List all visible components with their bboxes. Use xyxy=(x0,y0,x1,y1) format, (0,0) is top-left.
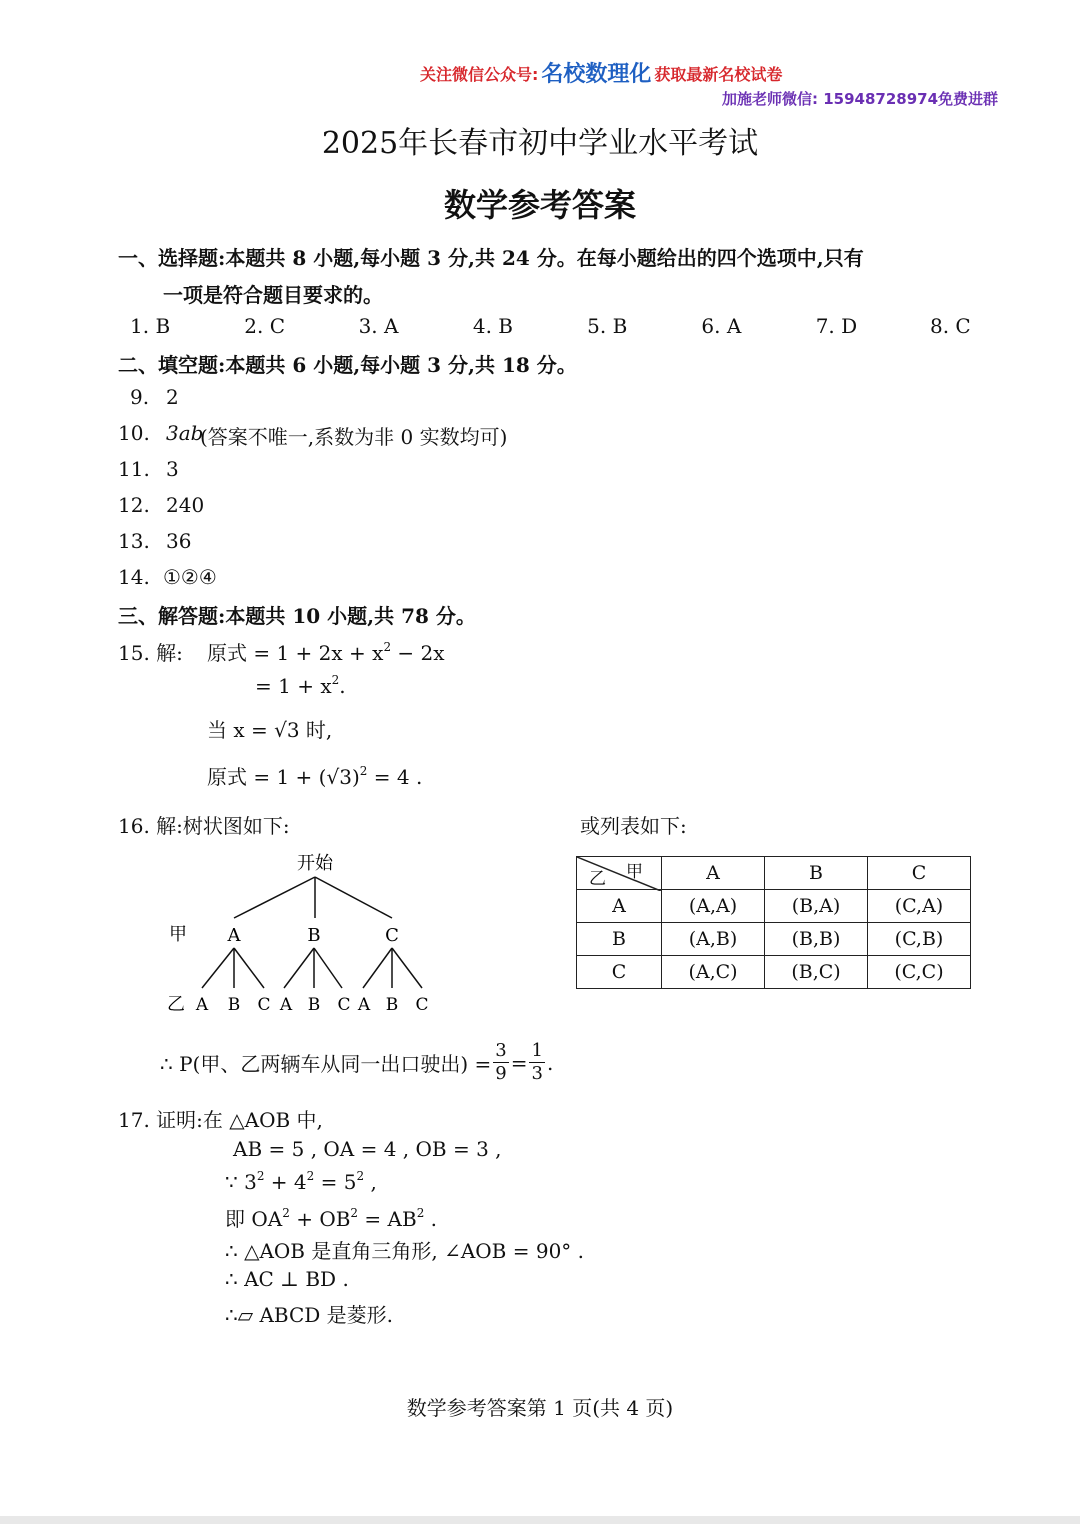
tree-edge xyxy=(315,877,392,918)
choice-answer: 3. A xyxy=(358,314,399,338)
promo-suffix: 获取最新名校试卷 xyxy=(654,65,783,84)
table-row xyxy=(577,923,971,956)
choice-answer: 2. C xyxy=(244,314,286,338)
q10-answer: 3ab xyxy=(166,421,204,445)
q17-line2-part: , xyxy=(364,1170,377,1194)
q11-answer: 3 xyxy=(166,457,179,481)
tree-leaf: C xyxy=(415,995,429,1015)
q17-line3-part: = AB xyxy=(358,1207,417,1231)
table-row xyxy=(577,890,971,923)
tree-leaf: B xyxy=(307,995,321,1015)
tree-edge xyxy=(234,877,315,918)
superscript: 2 xyxy=(356,1169,365,1183)
section1-heading-line1: 一、选择题:本题共 8 小题,每小题 3 分,共 24 分。在每小题给出的四个选项中,只有 xyxy=(118,246,864,270)
fraction-numerator: 3 xyxy=(495,1040,507,1061)
tree-edge xyxy=(284,948,314,988)
section1-heading-line2: 一项是符合题目要求的。 xyxy=(163,283,383,307)
table-cell: (C,B) xyxy=(868,923,971,956)
table-cell: (B,C) xyxy=(765,956,868,989)
q10-number: 10. xyxy=(118,421,150,445)
q17-line3-part: . xyxy=(424,1207,438,1231)
superscript: 2 xyxy=(282,1206,290,1220)
q14-number: 14. xyxy=(118,565,150,589)
tree-leaf: A xyxy=(279,995,293,1015)
table-col-header: B xyxy=(765,857,868,890)
equals-sign: = xyxy=(510,1050,528,1075)
q17-line3 xyxy=(225,1203,437,1232)
q13-number: 13. xyxy=(118,529,150,553)
q17-line2-part: = 5 xyxy=(314,1170,357,1194)
answer-title: 数学参考答案 xyxy=(443,186,636,224)
q9-answer: 2 xyxy=(166,385,179,409)
choice-answer: 8. C xyxy=(929,314,971,338)
q17-line3-part: + OB xyxy=(289,1207,351,1231)
tree-level1-node: C xyxy=(385,925,399,946)
q15-line4-part: 原式 = 1 + (√3) xyxy=(207,765,360,789)
fraction-numerator: 1 xyxy=(531,1040,543,1061)
q13-answer: 36 xyxy=(166,529,192,553)
tree-leaf: C xyxy=(337,995,351,1015)
choice-answer: 7. D xyxy=(815,314,858,338)
promo-brand: 名校数理化 xyxy=(541,62,652,87)
section2-heading: 二、填空题:本题共 6 小题,每小题 3 分,共 18 分。 xyxy=(118,353,577,377)
corner-yi: 乙 xyxy=(589,869,606,889)
q17-line3-part: 即 OA xyxy=(225,1207,283,1231)
q17-line4: ∴ △AOB 是直角三角形, ∠AOB = 90° . xyxy=(225,1239,585,1263)
promo-line-1 xyxy=(420,57,782,88)
table-row xyxy=(577,956,971,989)
table-cell: (B,A) xyxy=(765,890,868,923)
q15-line2-part: = 1 + x xyxy=(255,674,332,698)
tree-edge xyxy=(314,948,342,988)
superscript: 2 xyxy=(416,1206,425,1220)
promo-prefix: 关注微信公众号: xyxy=(420,65,539,84)
table-row-header: A xyxy=(577,890,662,923)
q17-line1: AB = 5 , OA = 4 , OB = 3 , xyxy=(233,1137,502,1161)
table-cell: (C,A) xyxy=(868,890,971,923)
tree-leaf: A xyxy=(195,995,209,1015)
q12-number: 12. xyxy=(118,493,150,517)
table-row-header: B xyxy=(577,923,662,956)
superscript: 2 xyxy=(359,764,368,778)
tree-edge xyxy=(234,948,264,988)
table-header-row xyxy=(577,857,971,890)
q16-label: 16. 解:树状图如下: xyxy=(118,814,290,838)
choice-answer: 1. B xyxy=(130,314,171,338)
section3-heading: 三、解答题:本题共 10 小题,共 78 分。 xyxy=(118,604,476,628)
table-col-header: A xyxy=(662,857,765,890)
tree-jia-label: 甲 xyxy=(169,924,187,945)
q11-number: 11. xyxy=(118,457,150,481)
corner-jia: 甲 xyxy=(626,862,643,882)
tree-root: 开始 xyxy=(297,853,333,874)
tree-yi-label: 乙 xyxy=(167,994,185,1015)
q15-label: 15. 解: xyxy=(118,641,183,665)
q17-line2 xyxy=(225,1170,377,1194)
q14-answer: ①②④ xyxy=(163,565,217,589)
q17-line2-part: ∵ 3 xyxy=(225,1170,257,1194)
period: . xyxy=(546,1050,554,1075)
probability-line xyxy=(160,1040,553,1085)
choice-answer: 4. B xyxy=(472,314,513,338)
exam-title: 2025年长春市初中学业水平考试 xyxy=(321,126,759,161)
superscript: 2 xyxy=(383,640,392,654)
tree-edge xyxy=(363,948,392,988)
table-cell: (A,A) xyxy=(662,890,765,923)
fraction-denominator: 9 xyxy=(495,1063,507,1084)
tree-leaf: C xyxy=(257,995,271,1015)
q17-label: 17. 证明:在 △AOB 中, xyxy=(118,1108,323,1132)
tree-level1-node: B xyxy=(307,925,321,946)
q12-answer: 240 xyxy=(166,493,205,517)
q17-line5: ∴ AC ⊥ BD . xyxy=(225,1267,349,1291)
table-cell: (B,B) xyxy=(765,923,868,956)
fraction-3-9 xyxy=(493,1040,508,1085)
page-bottom-edge xyxy=(0,1516,1080,1524)
tree-leaf: B xyxy=(227,995,241,1015)
page-footer: 数学参考答案第 1 页(共 4 页) xyxy=(406,1396,674,1420)
q10-note: (答案不唯一,系数为非 0 实数均可) xyxy=(200,425,508,449)
choice-answer: 5. B xyxy=(587,314,628,338)
q17-line6: ∴▱ ABCD 是菱形. xyxy=(225,1303,394,1327)
q17-line2-part: + 4 xyxy=(264,1170,307,1194)
q15-line2 xyxy=(255,674,346,698)
tree-leaf: B xyxy=(385,995,399,1015)
choice-answer: 6. A xyxy=(701,314,742,338)
fraction-denominator: 3 xyxy=(531,1063,543,1084)
table-row-header: C xyxy=(577,956,662,989)
table-col-header: C xyxy=(868,857,971,890)
tree-edge xyxy=(392,948,422,988)
fraction-1-3 xyxy=(529,1040,544,1085)
q15-line1-part: − 2x xyxy=(391,641,445,665)
table-cell: (C,C) xyxy=(868,956,971,989)
superscript: 2 xyxy=(256,1169,265,1183)
tree-edge xyxy=(202,948,234,988)
outcome-table xyxy=(576,856,971,989)
q16-table-label: 或列表如下: xyxy=(580,814,687,838)
superscript: 2 xyxy=(350,1206,359,1220)
table-cell: (A,B) xyxy=(662,923,765,956)
tree-leaf: A xyxy=(357,995,371,1015)
q15-line2-part: . xyxy=(339,674,346,698)
promo-line-2: 加施老师微信: 15948728974免费进群 xyxy=(722,90,999,108)
table-cell: (A,C) xyxy=(662,956,765,989)
q15-line3: 当 x = √3 时, xyxy=(207,718,333,742)
q9-number: 9. xyxy=(130,385,150,409)
q15-line4 xyxy=(207,761,422,790)
table-corner-cell xyxy=(577,857,662,890)
choice-answers xyxy=(130,314,970,338)
q15-line1 xyxy=(207,637,445,666)
superscript: 2 xyxy=(306,1169,315,1183)
q15-line4-part: = 4 . xyxy=(367,765,423,789)
q15-line1-part: 原式 = 1 + 2x + x xyxy=(207,641,384,665)
probability-text: ∴ P(甲、乙两辆车从同一出口驶出) = xyxy=(160,1052,492,1076)
tree-level1-node: A xyxy=(227,925,241,946)
superscript: 2 xyxy=(331,673,340,687)
tree-diagram xyxy=(160,846,450,1021)
